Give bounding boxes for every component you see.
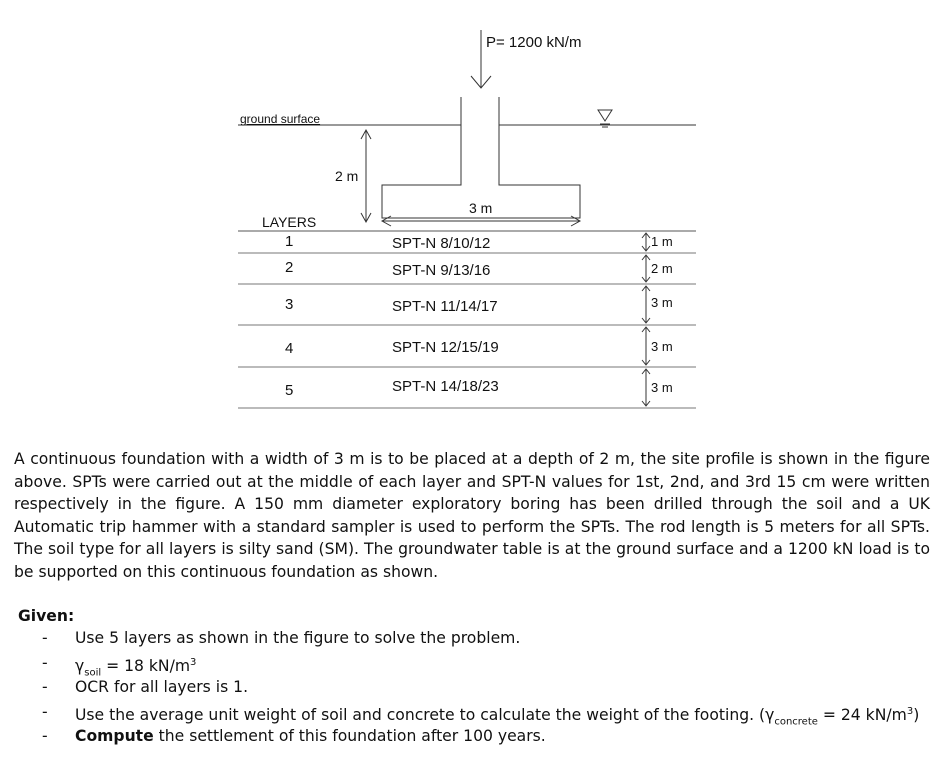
given-item — [0, 701, 942, 726]
list-dash: - — [42, 678, 48, 696]
layers-header: LAYERS — [262, 214, 317, 230]
load-label: P= 1200 kN/m — [486, 34, 582, 51]
layer-spt: SPT-N 11/14/17 — [392, 298, 498, 315]
given-item-text: Compute the settlement of this foundation after 100 years. — [75, 727, 546, 745]
layer-thickness: 3 m — [651, 380, 673, 395]
layer-spt: SPT-N 9/13/16 — [392, 262, 491, 279]
depth-label: 2 m — [335, 168, 359, 184]
layer-thickness: 1 m — [651, 234, 673, 249]
list-dash: - — [42, 653, 48, 672]
layer-number: 2 — [285, 259, 294, 276]
problem-paragraph: A continuous foundation with a width of 3 m is to be placed at a depth of 2 m, the site profile is shown in the figure above. SPTs were carried out at the middle of each layer and SPT-N values for 1st, 2nd, and 3rd 15 cm were written respectively in the figure. A 150 mm diameter exploratory boring has been drilled through the soil and a UK Automatic trip hammer with a standard sampler is used to perform the SPTs. The rod length is 5 meters for all SPTs. The soil type for all layers is silty sand (SM). The groundwater table is at the ground surface and a 1200 kN load is to be supported on this continuous foundation as shown. — [14, 450, 930, 581]
given-title: Given: — [18, 607, 75, 625]
given-list — [0, 627, 942, 750]
given-item-text: Use 5 layers as shown in the figure to solve the problem. — [75, 629, 521, 647]
layer-spt: SPT-N 8/10/12 — [392, 235, 491, 252]
layer-thickness: 3 m — [651, 339, 673, 354]
layer-spt: SPT-N 14/18/23 — [392, 378, 499, 395]
layer-thickness: 2 m — [651, 261, 673, 276]
ground-surface-label: ground surface — [240, 112, 321, 126]
layer-spt: SPT-N 12/15/19 — [392, 339, 499, 356]
given-item-text: $\gamma_{soil} = 18$ $kN/m^3$ — [75, 656, 197, 678]
list-dash: - — [42, 629, 48, 647]
given-item-text: OCR for all layers is 1. — [75, 678, 249, 696]
given-item — [0, 676, 942, 701]
given-item — [0, 725, 942, 750]
width-label: 3 m — [469, 200, 493, 216]
list-dash: - — [42, 702, 48, 721]
layer-number: 1 — [285, 233, 294, 250]
list-dash: - — [42, 727, 48, 745]
layer-number: 4 — [285, 340, 294, 357]
layer-thickness: 3 m — [651, 295, 673, 310]
given-item — [0, 652, 942, 677]
given-item-text: Use the average unit weight of soil and concrete to calculate the weight of the footing. ($\gamma_{concrete} = 24$ $kN/m^3$) — [75, 705, 920, 727]
layer-number: 3 — [285, 296, 294, 313]
given-item — [0, 627, 942, 652]
layer-number: 5 — [285, 382, 294, 399]
water-table-icon — [598, 110, 612, 127]
